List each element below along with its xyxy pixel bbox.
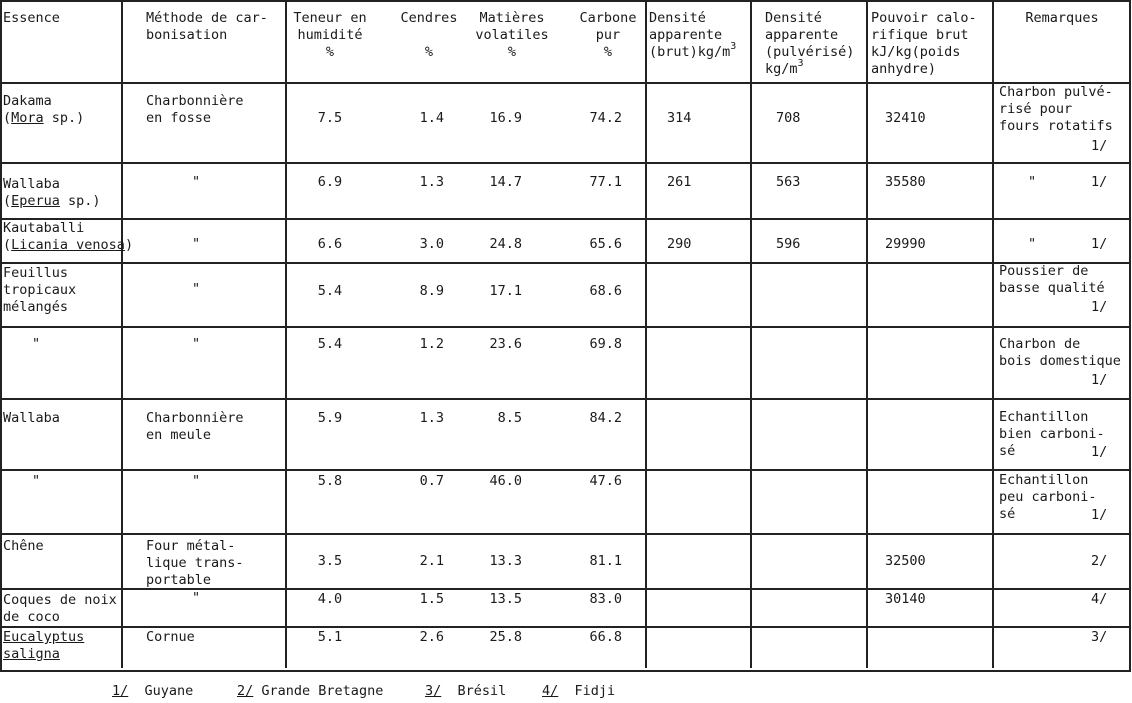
cell-methode: " bbox=[192, 236, 201, 252]
footnote-label: Grande Bretagne bbox=[261, 683, 384, 699]
cell-note: 1/ bbox=[1091, 138, 1108, 154]
header-densite-pulv-sup: 3 bbox=[797, 58, 804, 69]
hrule bbox=[0, 218, 1131, 220]
cell-densite-pulv: 596 bbox=[776, 236, 801, 252]
cell-carbone: 65.6 bbox=[589, 236, 622, 252]
cell-methode: Cornue bbox=[146, 629, 195, 645]
cell-cendres: 1.4 bbox=[419, 110, 444, 126]
cell-cendres: 0.7 bbox=[419, 473, 444, 489]
hrule bbox=[0, 469, 1131, 471]
cell-carbone: 81.1 bbox=[589, 553, 622, 569]
cell-note: 1/ bbox=[1091, 444, 1108, 460]
cell-essence: Chêne bbox=[3, 538, 44, 554]
cell-methode: " bbox=[192, 336, 201, 352]
cell-humidite: 3.5 bbox=[317, 553, 343, 569]
cell-pouvoir: 35580 bbox=[885, 174, 926, 190]
cell-densite-pulv: 563 bbox=[776, 174, 801, 190]
cell-pouvoir: 30140 bbox=[885, 591, 926, 607]
cell-carbone: 69.8 bbox=[589, 336, 622, 352]
cell-essence bbox=[3, 220, 133, 254]
cell-methode: " bbox=[192, 174, 201, 190]
essence-name: Dakama bbox=[3, 93, 52, 109]
cell-methode: " bbox=[192, 281, 201, 297]
cell-carbone: 74.2 bbox=[589, 110, 622, 126]
cell-humidite: 6.6 bbox=[317, 236, 343, 252]
vrule bbox=[866, 0, 868, 668]
vrule bbox=[1129, 0, 1131, 672]
cell-humidite: 4.0 bbox=[317, 591, 343, 607]
cell-essence: Feuillus tropicaux mélangés bbox=[3, 265, 77, 315]
header-carbone: Carbone pur % bbox=[579, 10, 637, 60]
cell-volatiles: 13.5 bbox=[489, 591, 522, 607]
cell-remarque: Charbon de bois domestique bbox=[999, 336, 1121, 369]
cell-pouvoir: 32410 bbox=[885, 110, 926, 126]
cell-cendres: 2.1 bbox=[419, 553, 444, 569]
cell-cendres: 1.3 bbox=[419, 174, 444, 190]
hrule bbox=[0, 0, 1131, 2]
cell-volatiles: 16.9 bbox=[489, 110, 522, 126]
hrule bbox=[0, 398, 1131, 400]
footnote-mark: 4/ bbox=[542, 683, 559, 699]
cell-methode: Charbonnière en meule bbox=[146, 410, 244, 443]
cell-densite-brut: 290 bbox=[667, 236, 692, 252]
header-densite-brut-sup: 3 bbox=[730, 41, 737, 52]
cell-remarque: " bbox=[1028, 236, 1037, 252]
cell-volatiles: 8.5 bbox=[497, 410, 522, 426]
hrule bbox=[0, 670, 1131, 672]
header-pouvoir: Pouvoir calo- rifique brut kJ/kg(poids anhydre) bbox=[871, 10, 977, 77]
cell-essence: Coques de noix de coco bbox=[3, 592, 117, 625]
cell-carbone: 68.6 bbox=[589, 283, 622, 299]
header-remarques: Remarques bbox=[1025, 10, 1099, 26]
cell-methode: " bbox=[192, 590, 201, 606]
footnote-3 bbox=[425, 683, 506, 700]
footnote-label: Brésil bbox=[457, 683, 507, 699]
footnote-2 bbox=[237, 683, 383, 700]
cell-densite-brut: 314 bbox=[667, 110, 692, 126]
cell-cendres: 3.0 bbox=[419, 236, 444, 252]
header-methode: Méthode de car- bonisation bbox=[146, 10, 268, 43]
cell-volatiles: 13.3 bbox=[489, 553, 522, 569]
cell-essence bbox=[3, 176, 101, 210]
cell-humidite: 5.4 bbox=[317, 336, 343, 352]
vrule bbox=[750, 0, 752, 668]
footnote-label: Fidji bbox=[574, 683, 616, 699]
cell-essence: Eucalyptus saligna bbox=[3, 629, 85, 662]
cell-cendres: 1.5 bbox=[419, 591, 444, 607]
cell-volatiles: 23.6 bbox=[489, 336, 522, 352]
cell-essence: " bbox=[32, 336, 41, 352]
cell-cendres: 1.2 bbox=[419, 336, 444, 352]
cell-methode: " bbox=[192, 473, 201, 489]
cell-densite-brut: 261 bbox=[667, 174, 692, 190]
header-essence: Essence bbox=[3, 10, 60, 26]
cell-volatiles: 24.8 bbox=[489, 236, 522, 252]
hrule bbox=[0, 262, 1131, 264]
cell-humidite: 6.9 bbox=[317, 174, 343, 190]
footnote-mark: 1/ bbox=[112, 683, 129, 699]
cell-note: 1/ bbox=[1091, 507, 1108, 523]
essence-scientific: (Mora sp.) bbox=[3, 110, 85, 126]
cell-note: 3/ bbox=[1091, 629, 1108, 645]
footnote-label: Guyane bbox=[144, 683, 194, 699]
hrule bbox=[0, 162, 1131, 164]
vrule bbox=[121, 0, 123, 668]
cell-humidite: 5.4 bbox=[317, 283, 343, 299]
cell-note: 1/ bbox=[1091, 299, 1108, 315]
footnote-mark: 2/ bbox=[237, 683, 254, 699]
cell-humidite: 7.5 bbox=[317, 110, 343, 126]
cell-note: 1/ bbox=[1091, 372, 1108, 388]
cell-carbone: 47.6 bbox=[589, 473, 622, 489]
cell-remarque: " bbox=[1028, 174, 1037, 190]
cell-volatiles: 17.1 bbox=[489, 283, 522, 299]
hrule bbox=[0, 626, 1131, 628]
essence-scientific: (Eperua sp.) bbox=[3, 193, 101, 209]
cell-methode: Four métal- lique trans- portable bbox=[146, 538, 244, 588]
cell-pouvoir: 32500 bbox=[885, 553, 926, 569]
cell-essence bbox=[3, 93, 84, 127]
vrule bbox=[0, 0, 2, 672]
hrule bbox=[0, 533, 1131, 535]
footnote-mark: 3/ bbox=[425, 683, 442, 699]
header-humidite: Teneur en humidité % bbox=[293, 10, 367, 60]
header-cendres: Cendres % bbox=[400, 10, 458, 60]
essence-scientific: (Licania venosa) bbox=[3, 237, 134, 253]
header-volatiles: Matières volatiles % bbox=[475, 10, 549, 60]
cell-carbone: 83.0 bbox=[589, 591, 622, 607]
cell-remarque: Echantillon bien carboni- sé bbox=[999, 409, 1105, 459]
cell-volatiles: 14.7 bbox=[489, 174, 522, 190]
header-densite-pulv bbox=[765, 10, 854, 79]
cell-carbone: 77.1 bbox=[589, 174, 622, 190]
header-densite-pulv-text: Densité apparente (pulvérisé) kg/m bbox=[765, 10, 855, 77]
cell-note: 1/ bbox=[1091, 236, 1108, 252]
header-densite-brut bbox=[649, 10, 736, 62]
cell-remarque: Poussier de basse qualité bbox=[999, 263, 1105, 296]
cell-volatiles: 46.0 bbox=[489, 473, 522, 489]
cell-note: 4/ bbox=[1091, 591, 1108, 607]
vrule bbox=[992, 0, 994, 668]
cell-note: 2/ bbox=[1091, 553, 1108, 569]
cell-cendres: 8.9 bbox=[419, 283, 444, 299]
cell-essence: " bbox=[32, 473, 41, 489]
cell-carbone: 84.2 bbox=[589, 410, 622, 426]
footnote-1 bbox=[112, 683, 193, 700]
cell-remarque: Echantillon peu carboni- sé bbox=[999, 472, 1097, 522]
header-densite-brut-text: Densité apparente (brut)kg/m bbox=[649, 10, 731, 60]
vrule bbox=[645, 0, 647, 668]
cell-cendres: 2.6 bbox=[419, 629, 444, 645]
cell-volatiles: 25.8 bbox=[489, 629, 522, 645]
cell-essence: Wallaba bbox=[3, 410, 60, 426]
cell-densite-pulv: 708 bbox=[776, 110, 801, 126]
hrule bbox=[0, 82, 1131, 84]
cell-humidite: 5.8 bbox=[317, 473, 343, 489]
cell-humidite: 5.1 bbox=[317, 629, 343, 645]
footnote-4 bbox=[542, 683, 615, 700]
essence-name: Kautaballi bbox=[3, 220, 85, 236]
hrule bbox=[0, 326, 1131, 328]
cell-humidite: 5.9 bbox=[317, 410, 343, 426]
cell-carbone: 66.8 bbox=[589, 629, 622, 645]
cell-methode: Charbonnière en fosse bbox=[146, 93, 244, 126]
cell-note: 1/ bbox=[1091, 174, 1108, 190]
essence-name: Wallaba bbox=[3, 176, 60, 192]
cell-pouvoir: 29990 bbox=[885, 236, 926, 252]
cell-remarque: Charbon pulvé- risé pour fours rotatifs bbox=[999, 84, 1113, 134]
cell-cendres: 1.3 bbox=[419, 410, 444, 426]
